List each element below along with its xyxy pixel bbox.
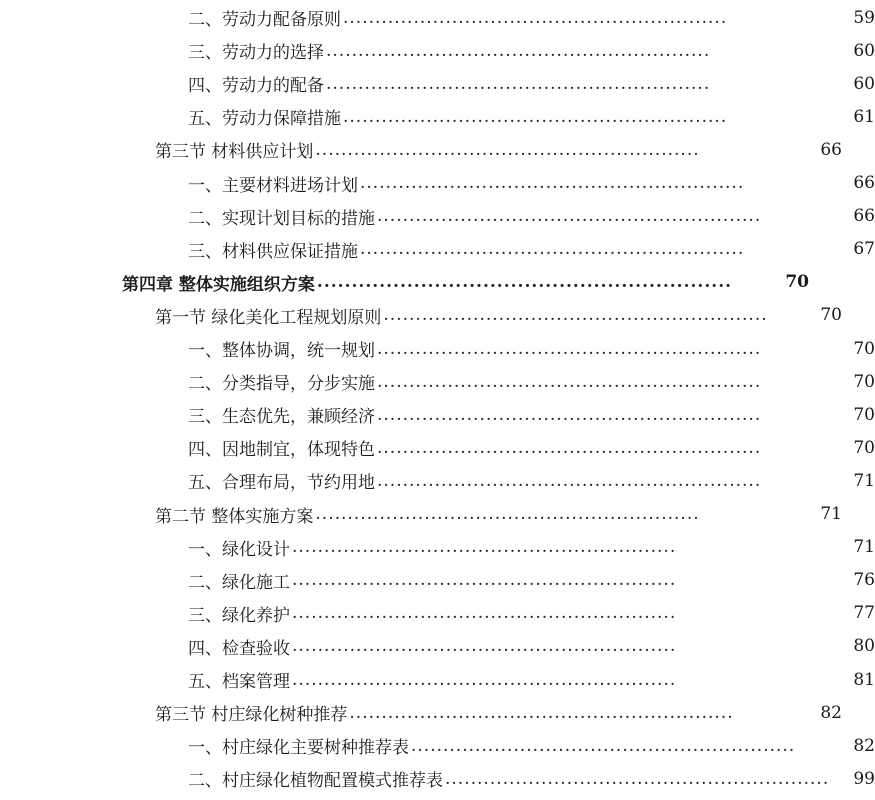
toc-section-entry [155, 696, 842, 729]
toc-entry-title: 二、绿化施工 [188, 572, 290, 593]
toc-dot-leader: ............................................................ [315, 504, 700, 524]
toc-entry-page: 70 [853, 338, 875, 359]
toc-entry-title: 第三节 村庄绿化树种推荐 [155, 705, 348, 726]
toc-entry-title: 二、实现计划目标的措施 [188, 208, 375, 229]
toc-entry-page: 61 [853, 106, 875, 127]
toc-entry-page: 66 [853, 206, 875, 227]
toc-entry-page: 70 [785, 272, 809, 293]
toc-entry [188, 398, 875, 431]
toc-entry-page: 59 [853, 7, 875, 28]
toc-entry-page: 71 [853, 537, 875, 558]
toc-entry-page: 60 [853, 40, 875, 61]
toc-entry-page: 71 [820, 504, 842, 524]
toc-section-entry [155, 498, 842, 531]
toc-entry-title: 第二节 整体实施方案 [155, 506, 314, 527]
toc-entry-title: 一、绿化设计 [188, 539, 290, 560]
toc-dot-leader: ............................................................ [292, 570, 677, 591]
toc-dot-leader: ............................................................ [292, 537, 677, 558]
toc-dot-leader: ............................................................ [343, 106, 728, 127]
toc-entry-page: 66 [853, 173, 875, 193]
toc-entry-page: 70 [853, 371, 875, 392]
toc-dot-leader: ............................................................ [292, 669, 677, 690]
toc-entry-page: 76 [853, 570, 875, 591]
toc-entry [188, 762, 875, 795]
toc-dot-leader: ............................................................ [349, 702, 734, 723]
toc-entry-page: 82 [853, 735, 875, 756]
toc-entry-title: 三、劳动力的选择 [188, 43, 324, 64]
toc-entry-page: 82 [820, 702, 842, 723]
toc-entry-title: 三、材料供应保证措施 [188, 241, 358, 262]
toc-entry-page: 66 [820, 139, 842, 160]
toc-entry-title: 第一节 绿化美化工程规划原则 [155, 307, 382, 328]
toc-entry [188, 67, 875, 100]
toc-entry [188, 431, 875, 464]
toc-entry-title: 四、检查验收 [188, 638, 290, 659]
toc-entry [188, 34, 875, 67]
toc-entry [188, 630, 875, 663]
toc-dot-leader: ............................................................ [377, 470, 762, 491]
toc-chapter-entry [122, 266, 809, 299]
toc-entry-page: 81 [853, 669, 875, 690]
toc-dot-leader: ............................................................ [360, 173, 745, 193]
toc-dot-leader: ............................................................ [316, 272, 733, 293]
toc-entry [188, 663, 875, 696]
toc-dot-leader: ............................................................ [377, 404, 762, 425]
toc-dot-leader: ............................................................ [377, 206, 762, 227]
toc-entry-title: 二、分类指导，分步实施 [188, 374, 375, 395]
toc-entry-page: 67 [853, 239, 875, 260]
toc-entry-title: 五、合理布局，节约用地 [188, 473, 375, 494]
toc-section-entry [155, 299, 842, 332]
toc-entry [188, 100, 875, 133]
toc-entry [188, 365, 875, 398]
toc-entry-title: 第四章 整体实施组织方案 [122, 274, 315, 295]
toc-entry-page: 80 [853, 636, 875, 657]
toc-entry-title: 二、村庄绿化植物配置模式推荐表 [188, 771, 443, 792]
toc-dot-leader: ............................................................ [445, 768, 830, 789]
toc-entry-page: 99 [853, 768, 875, 789]
toc-entry-page: 70 [820, 305, 842, 326]
toc-dot-leader: ............................................................ [343, 7, 728, 28]
toc-entry-title: 五、劳动力保障措施 [188, 109, 341, 130]
toc-entry-title: 一、主要材料进场计划 [188, 175, 358, 196]
toc-dot-leader: ............................................................ [383, 305, 768, 326]
toc-entry-title: 二、劳动力配备原则 [188, 10, 341, 30]
toc-dot-leader: ............................................................ [315, 139, 700, 160]
toc-entry-title: 三、生态优先，兼顾经济 [188, 407, 375, 428]
toc-dot-leader: ............................................................ [326, 40, 711, 61]
toc-entry-page: 60 [853, 73, 875, 94]
toc-section-entry [155, 133, 842, 166]
toc-entry [188, 729, 875, 762]
toc-entry [188, 233, 875, 266]
toc-entry [188, 564, 875, 597]
toc-entry-page: 70 [853, 437, 875, 458]
toc-entry-title: 四、因地制宜，体现特色 [188, 440, 375, 461]
toc-dot-leader: ............................................................ [411, 735, 796, 756]
toc-entry-title: 五、档案管理 [188, 672, 290, 692]
toc-dot-leader: ............................................................ [377, 437, 762, 458]
toc-dot-leader: ............................................................ [360, 239, 745, 260]
toc-entry-title: 三、绿化养护 [188, 605, 290, 626]
toc-dot-leader: ............................................................ [292, 603, 677, 624]
toc-entry [188, 1, 875, 34]
toc-entry-title: 四、劳动力的配备 [188, 76, 324, 97]
toc-entry [188, 167, 875, 200]
toc-entry-title: 一、村庄绿化主要树种推荐表 [188, 738, 409, 759]
toc-entry [188, 531, 875, 564]
toc-entry [188, 200, 875, 233]
toc-entry [188, 332, 875, 365]
toc-entry [188, 464, 875, 497]
toc-entry-page: 70 [853, 404, 875, 425]
toc-entry [188, 597, 875, 630]
toc-dot-leader: ............................................................ [326, 73, 711, 94]
toc-dot-leader: ............................................................ [292, 636, 677, 657]
toc-entry-page: 77 [853, 603, 875, 624]
toc-dot-leader: ............................................................ [377, 371, 762, 392]
toc-dot-leader: ............................................................ [377, 338, 762, 359]
toc-entry-page: 71 [853, 470, 875, 491]
toc-entry-title: 第三节 材料供应计划 [155, 142, 314, 163]
toc-entry-title: 一、整体协调，统一规划 [188, 341, 375, 361]
